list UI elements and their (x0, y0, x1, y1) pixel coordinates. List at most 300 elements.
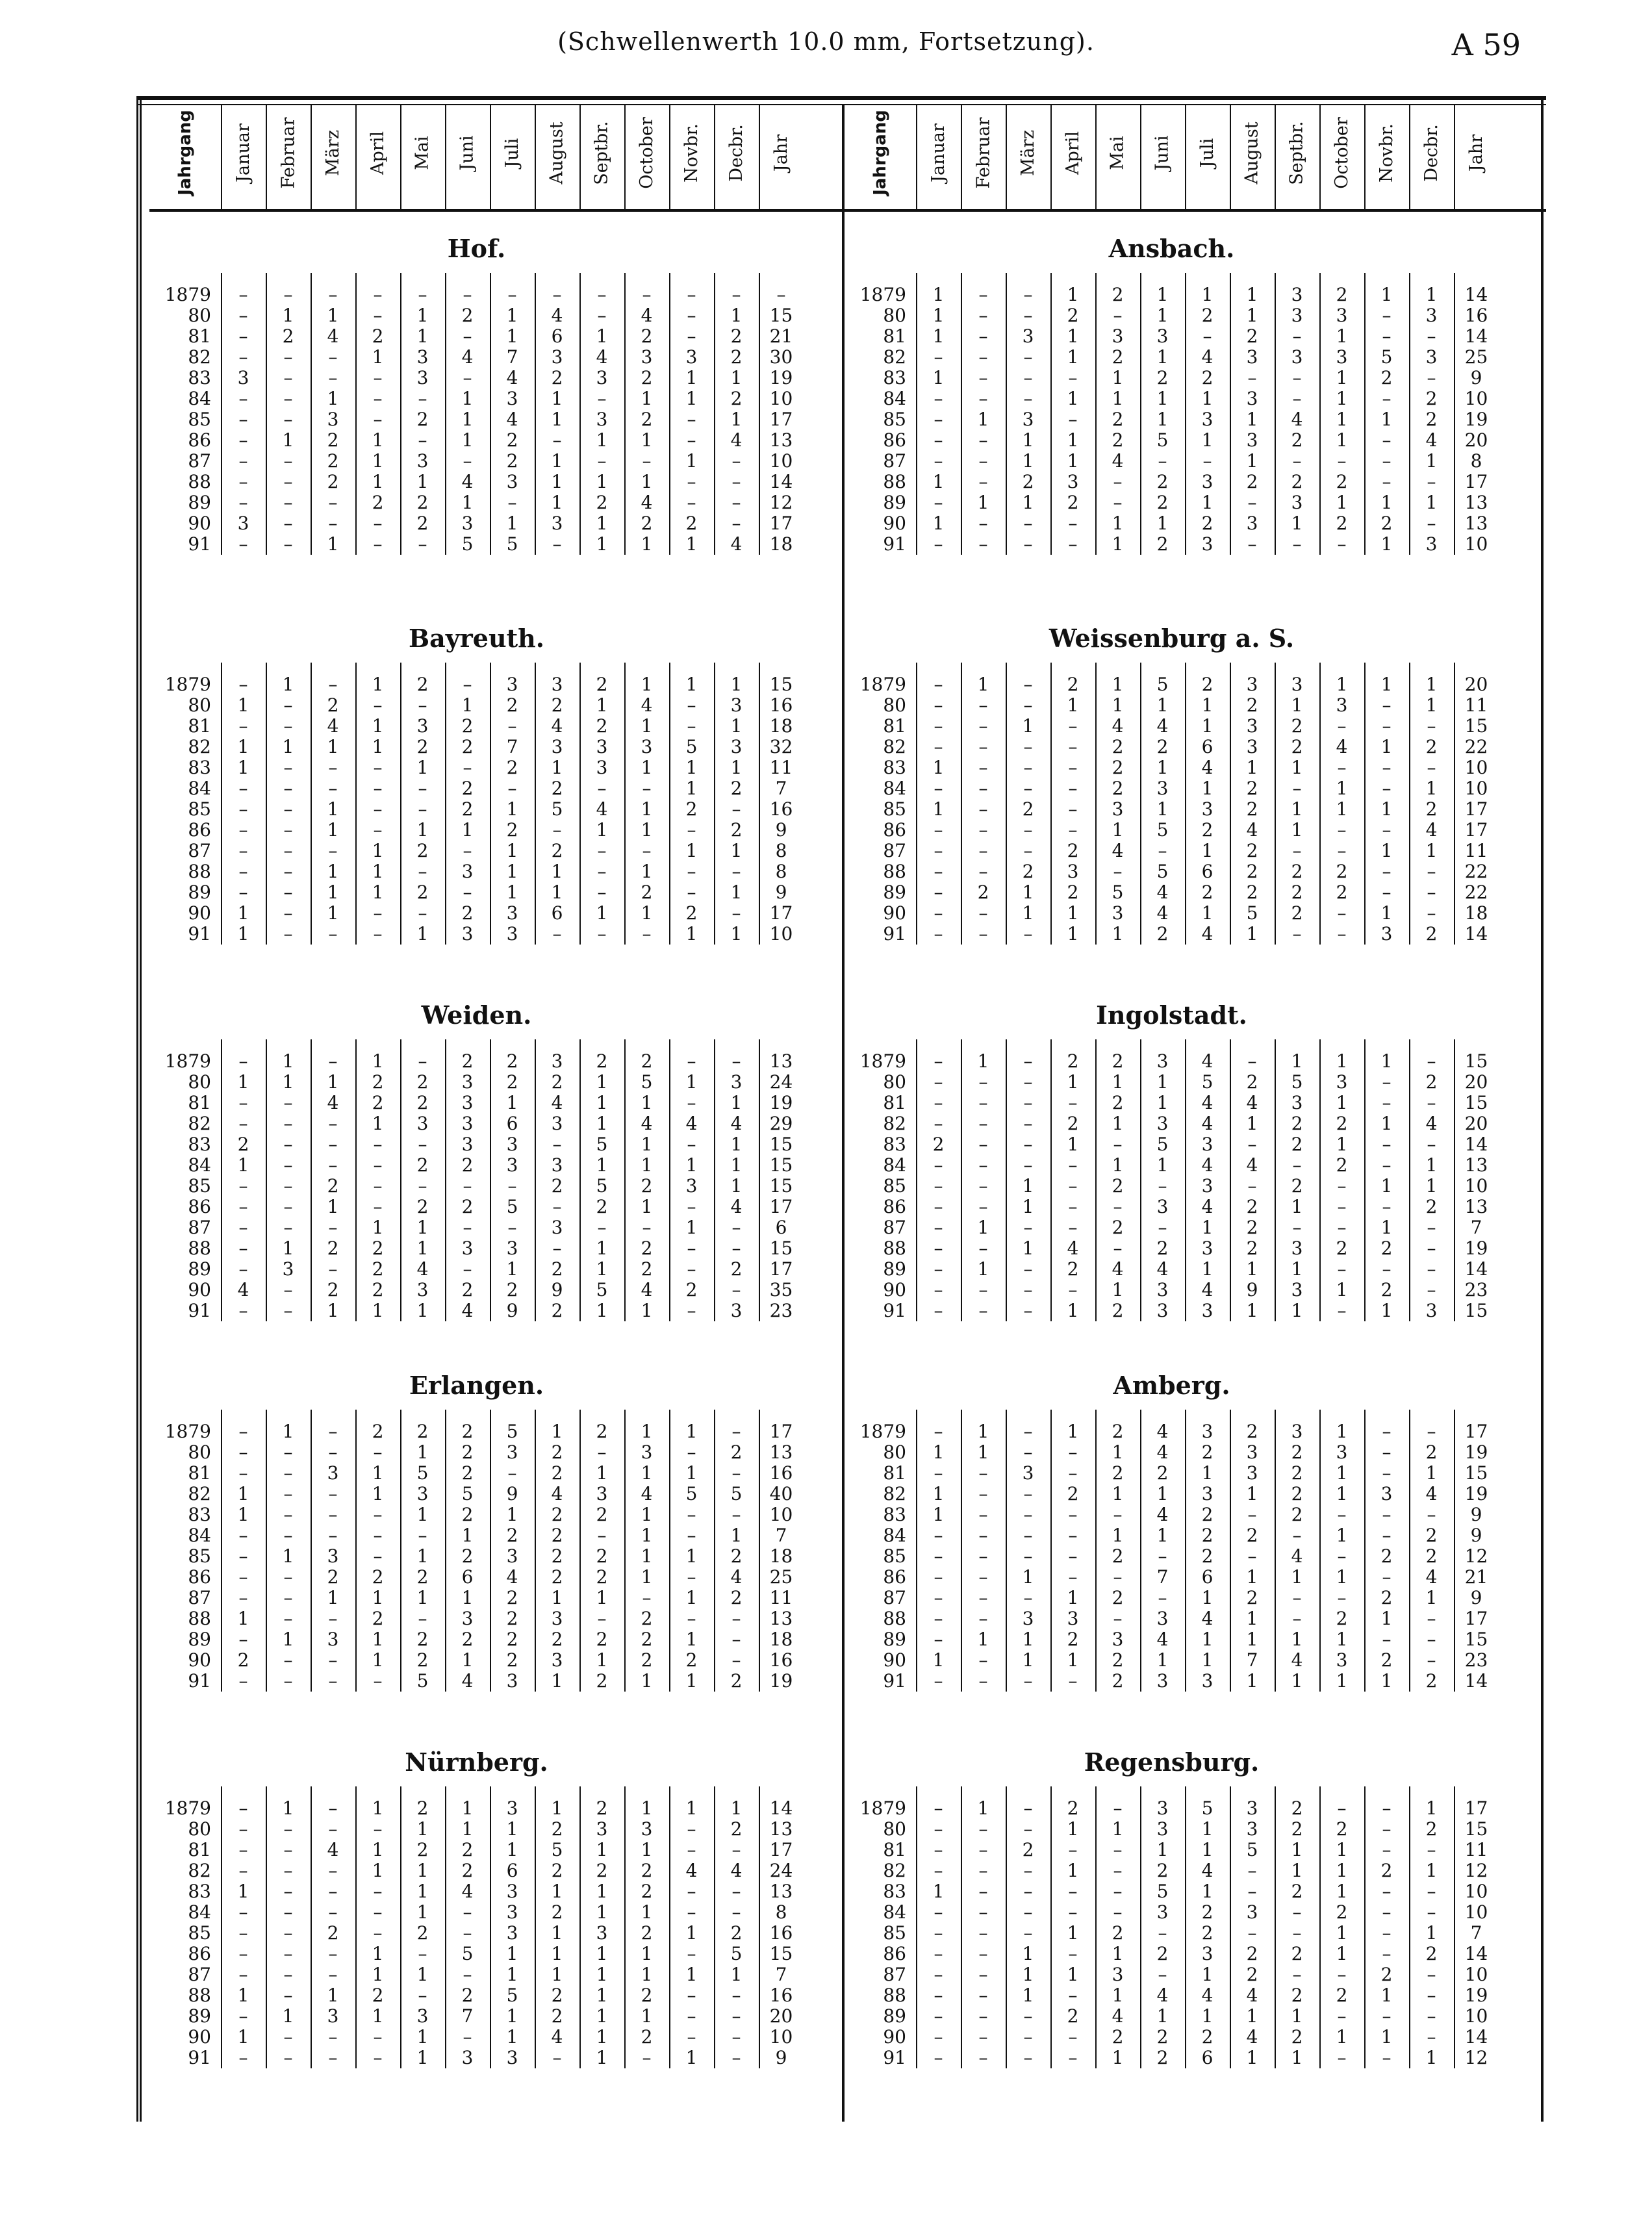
column-header (961, 104, 1006, 201)
year-label: 87 (188, 1217, 211, 1238)
table-cell: – (1427, 1839, 1436, 1860)
table-cell: 2 (596, 674, 608, 695)
year-label: 83 (188, 1134, 211, 1155)
column-rule (961, 104, 962, 209)
table-cell: 1 (237, 1504, 249, 1525)
table-cell: 3 (1022, 409, 1034, 430)
table-cell: 20 (769, 2005, 793, 2027)
year-label: 89 (188, 2005, 211, 2027)
table-cell: – (1068, 778, 1078, 799)
table-cell: 15 (1464, 1818, 1488, 1840)
year-label: 89 (188, 882, 211, 903)
table-cell: 19 (1464, 1237, 1488, 1259)
table-cell: 1 (551, 757, 563, 778)
table-cell: 2 (641, 2026, 653, 2048)
table-cell: 1 (596, 819, 608, 841)
table-cell: 1 (1291, 1860, 1303, 1881)
table-cell: – (238, 1092, 248, 1113)
table-cell: – (1068, 1217, 1078, 1238)
table-cell: – (934, 1092, 943, 1113)
table-cell: – (934, 1071, 943, 1093)
table-cell: 3 (551, 346, 563, 368)
table-cell: 1 (685, 1922, 698, 1944)
table-cell: 1 (1022, 1943, 1034, 1964)
table-cell: – (978, 1922, 988, 1944)
table-cell: 2 (551, 1300, 563, 1321)
table-cell: 5 (461, 1483, 474, 1504)
table-cell: 2 (372, 1071, 384, 1093)
table-cell: 1 (1022, 1196, 1034, 1217)
table-cell: – (283, 1860, 293, 1881)
table-cell: – (283, 1901, 293, 1923)
table-cell: 1 (596, 2005, 608, 2027)
table-cell: 1 (1425, 674, 1438, 695)
table-cell: 1 (372, 1217, 384, 1238)
table-cell: – (507, 284, 517, 305)
table-cell: 1 (641, 1964, 653, 1985)
table-cell: – (978, 1279, 988, 1301)
column-header (1006, 104, 1050, 201)
table-cell: 2 (1112, 757, 1124, 778)
table-cell: – (978, 325, 988, 347)
table-cell: – (283, 1943, 293, 1964)
table-cell: – (463, 840, 472, 861)
year-label: 89 (883, 1258, 906, 1280)
table-cell: 2 (416, 1196, 429, 1217)
table-cell: – (1068, 1154, 1078, 1176)
table-cell: 2 (596, 1050, 608, 1072)
table-cell: – (978, 2026, 988, 2048)
table-cell: 29 (769, 1113, 793, 1134)
table-cell: – (418, 284, 427, 305)
table-cell: 16 (769, 1649, 793, 1671)
table-cell: 15 (769, 305, 793, 326)
table-cell: 2 (1336, 1154, 1348, 1176)
table-cell: – (418, 694, 427, 716)
table-cell: 1 (551, 1797, 563, 1819)
table-cell: 3 (1156, 1196, 1169, 1217)
table-cell: 2 (685, 902, 698, 924)
table-cell: 1 (977, 409, 989, 430)
year-label: 1879 (164, 1050, 211, 1072)
column-rule (1140, 104, 1141, 209)
table-cell: – (1382, 1441, 1391, 1463)
table-cell: 1 (1336, 1092, 1348, 1113)
table-cell: – (934, 429, 943, 451)
table-cell: 2 (551, 1818, 563, 1840)
table-cell: 4 (1156, 715, 1169, 737)
table-cell: 1 (1425, 694, 1438, 716)
table-cell: 1 (1201, 2005, 1214, 2027)
table-cell: 2 (1425, 1441, 1438, 1463)
table-cell: 1 (1112, 2047, 1124, 2068)
table-cell: 2 (416, 513, 429, 534)
year-label: 87 (188, 450, 211, 472)
table-cell: – (731, 1462, 741, 1484)
table-cell: 2 (1380, 1860, 1393, 1881)
table-cell: 1 (1022, 450, 1034, 472)
table-cell: 1 (596, 1154, 608, 1176)
table-cell: 1 (506, 1504, 518, 1525)
table-cell: 1 (237, 902, 249, 924)
table-cell: 1 (1380, 1985, 1393, 2006)
table-cell: – (1113, 1504, 1123, 1525)
table-cell: 1 (730, 882, 743, 903)
table-cell: – (283, 2026, 293, 2048)
table-cell: 1 (932, 305, 945, 326)
table-cell: 1 (641, 1901, 653, 1923)
table-cell: – (642, 923, 652, 945)
year-label: 1879 (859, 284, 906, 305)
table-cell: – (238, 1901, 248, 1923)
table-cell: – (687, 1196, 696, 1217)
table-cell: 1 (237, 1483, 249, 1504)
table-cell: 2 (1291, 2026, 1303, 2048)
table-cell: – (978, 1587, 988, 1608)
table-cell: 1 (1336, 492, 1348, 513)
table-cell: – (597, 923, 607, 945)
table-cell: 2 (1112, 1922, 1124, 1944)
table-cell: 10 (1464, 757, 1488, 778)
year-label: 89 (883, 1629, 906, 1650)
table-cell: 3 (1291, 1237, 1303, 1259)
table-cell: 1 (1067, 1134, 1079, 1155)
table-cell: 1 (461, 1797, 474, 1819)
table-cell: 4 (1112, 840, 1124, 861)
table-cell: – (687, 492, 696, 513)
table-cell: 6 (506, 1860, 518, 1881)
table-cell: 2 (596, 492, 608, 513)
table-cell: – (1427, 1279, 1436, 1301)
table-cell: 1 (1201, 1818, 1214, 1840)
table-cell: – (552, 819, 562, 841)
table-cell: – (978, 1525, 988, 1546)
table-cell: – (1158, 1175, 1167, 1197)
table-cell: – (934, 1196, 943, 1217)
table-cell: – (328, 1483, 338, 1504)
table-cell: 1 (551, 1881, 563, 1902)
table-cell: – (1292, 1608, 1302, 1629)
table-cell: 3 (416, 346, 429, 368)
table-cell: 2 (372, 325, 384, 347)
table-cell: 4 (730, 1113, 743, 1134)
table-cell: – (687, 1901, 696, 1923)
table-cell: 1 (416, 819, 429, 841)
table-cell: – (328, 1050, 338, 1072)
table-cell: 2 (1156, 736, 1169, 757)
table-cell: 3 (1201, 1421, 1214, 1442)
table-cell: – (328, 1943, 338, 1964)
table-cell: – (1382, 1071, 1391, 1093)
table-cell: – (1382, 305, 1391, 326)
table-cell: 5 (551, 798, 563, 820)
table-cell: – (1113, 1839, 1123, 1860)
year-label: 89 (883, 882, 906, 903)
table-cell: 1 (1201, 1839, 1214, 1860)
table-cell: 1 (1336, 2026, 1348, 2048)
table-cell: 2 (730, 1441, 743, 1463)
table-cell: – (1427, 902, 1436, 924)
table-cell: 2 (1291, 736, 1303, 757)
table-cell: 1 (730, 1134, 743, 1155)
table-cell: – (731, 1237, 741, 1259)
year-label: 91 (188, 2047, 211, 2068)
table-cell: 1 (1201, 1964, 1214, 1985)
table-cell: – (1382, 1504, 1391, 1525)
table-cell: 1 (551, 471, 563, 492)
table-cell: – (283, 1483, 293, 1504)
table-cell: 1 (1201, 694, 1214, 716)
table-cell: – (731, 1881, 741, 1902)
table-cell: – (1292, 388, 1302, 409)
table-cell: – (328, 674, 338, 695)
table-cell: – (463, 1217, 472, 1238)
table-cell: – (463, 367, 472, 388)
table-cell: 3 (461, 923, 474, 945)
table-cell: – (1427, 882, 1436, 903)
table-cell: 2 (1156, 533, 1169, 555)
column-header-label: April (368, 131, 388, 175)
table-cell: – (283, 284, 293, 305)
table-cell: 1 (1156, 284, 1169, 305)
year-label: 86 (188, 819, 211, 841)
table-cell: 2 (372, 492, 384, 513)
table-cell: 14 (1464, 284, 1488, 305)
table-cell: – (418, 1175, 427, 1197)
table-cell: – (1427, 757, 1436, 778)
table-cell: – (1427, 1421, 1436, 1442)
table-cell: – (418, 533, 427, 555)
table-cell: 10 (769, 388, 793, 409)
table-cell: 2 (416, 1839, 429, 1860)
table-cell: – (687, 861, 696, 882)
table-cell: – (934, 1818, 943, 1840)
table-cell: – (934, 1525, 943, 1546)
table-cell: – (731, 450, 741, 472)
table-cell: – (283, 1504, 293, 1525)
table-cell: 1 (1112, 1441, 1124, 1463)
table-cell: 1 (596, 1881, 608, 1902)
header-bottom-rule (149, 209, 1546, 212)
table-cell: 17 (769, 902, 793, 924)
table-cell: – (731, 1985, 741, 2006)
table-cell: 2 (1336, 471, 1348, 492)
table-cell: 1 (685, 2047, 698, 2068)
table-cell: 1 (1156, 513, 1169, 534)
table-cell: – (1427, 1901, 1436, 1923)
table-cell: 2 (641, 1175, 653, 1197)
table-cell: 1 (327, 1587, 339, 1608)
table-cell: – (283, 346, 293, 368)
table-cell: 3 (1201, 1175, 1214, 1197)
table-cell: 1 (551, 409, 563, 430)
table-cell: 1 (1022, 715, 1034, 737)
table-cell: – (1023, 513, 1033, 534)
table-cell: 5 (416, 1670, 429, 1692)
table-cell: – (1337, 1587, 1347, 1608)
table-cell: – (978, 1154, 988, 1176)
table-cell: – (1427, 1964, 1436, 1985)
table-cell: 5 (551, 1839, 563, 1860)
table-cell: – (731, 1421, 741, 1442)
table-cell: 5 (596, 1175, 608, 1197)
column-header (311, 104, 355, 201)
table-cell: 7 (506, 346, 518, 368)
table-cell: 2 (1291, 1441, 1303, 1463)
table-cell: 1 (641, 1504, 653, 1525)
table-cell: – (1023, 1504, 1033, 1525)
table-cell: 2 (1380, 1587, 1393, 1608)
table-cell: 1 (551, 388, 563, 409)
table-cell: – (731, 471, 741, 492)
column-header-label: Februar (278, 117, 299, 188)
table-cell: 1 (327, 1196, 339, 1217)
table-cell: 3 (1246, 1797, 1258, 1819)
column-rule (669, 104, 670, 209)
table-cell: 1 (506, 1964, 518, 1985)
table-cell: – (1382, 388, 1391, 409)
table-cell: – (1023, 1300, 1033, 1321)
table-cell: 5 (730, 1943, 743, 1964)
table-cell: – (328, 367, 338, 388)
table-cell: – (1337, 1797, 1347, 1819)
table-cell: – (373, 757, 383, 778)
table-cell: – (238, 715, 248, 737)
table-cell: 2 (1246, 798, 1258, 820)
table-cell: 5 (506, 1421, 518, 1442)
table-cell: 1 (932, 1504, 945, 1525)
table-cell: – (934, 450, 943, 472)
table-cell: – (978, 450, 988, 472)
table-cell: 1 (641, 1154, 653, 1176)
table-cell: 5 (1380, 346, 1393, 368)
table-cell: 2 (1156, 923, 1169, 945)
station-name: Ingolstadt. (1096, 1000, 1247, 1030)
table-cell: 1 (1067, 1421, 1079, 1442)
table-cell: 1 (551, 492, 563, 513)
table-cell: 13 (769, 429, 793, 451)
table-cell: – (238, 346, 248, 368)
table-cell: 5 (1156, 1134, 1169, 1155)
column-header-label: April (1063, 131, 1083, 175)
table-cell: 1 (1380, 1608, 1393, 1629)
table-cell: 2 (506, 1649, 518, 1671)
table-cell: – (238, 1922, 248, 1944)
table-cell: 3 (1425, 533, 1438, 555)
table-cell: – (1202, 450, 1212, 472)
table-cell: – (687, 2026, 696, 2048)
table-cell: – (1382, 861, 1391, 882)
table-cell: – (978, 1649, 988, 1671)
table-cell: 1 (1156, 798, 1169, 820)
table-cell: 17 (769, 1258, 793, 1280)
table-cell: 2 (685, 798, 698, 820)
table-cell: – (1023, 2026, 1033, 2048)
table-cell: – (1427, 1237, 1436, 1259)
table-cell: 2 (506, 1587, 518, 1608)
year-label: 88 (883, 1985, 906, 2006)
table-cell: 3 (506, 1441, 518, 1463)
table-cell: 2 (461, 1839, 474, 1860)
year-label: 91 (188, 923, 211, 945)
table-cell: 2 (1291, 1483, 1303, 1504)
table-cell: – (238, 1670, 248, 1692)
table-cell: 1 (372, 2005, 384, 2027)
table-cell: – (978, 1134, 988, 1155)
table-cell: 3 (506, 1922, 518, 1944)
table-cell: 2 (641, 1629, 653, 1650)
table-cell: 1 (596, 1901, 608, 1923)
table-cell: 4 (1156, 882, 1169, 903)
year-label: 86 (188, 1943, 211, 1964)
table-cell: – (238, 1860, 248, 1881)
table-cell: 25 (769, 1566, 793, 1588)
table-cell: – (238, 778, 248, 799)
table-cell: 1 (641, 757, 653, 778)
table-cell: – (418, 798, 427, 820)
table-cell: 3 (1156, 1279, 1169, 1301)
table-cell: 4 (1156, 1985, 1169, 2006)
table-cell: – (238, 1943, 248, 1964)
table-cell: – (1292, 1154, 1302, 1176)
table-cell: 1 (932, 284, 945, 305)
table-cell: 1 (1291, 1566, 1303, 1588)
table-cell: – (934, 923, 943, 945)
table-cell: – (731, 1901, 741, 1923)
table-cell: – (934, 2005, 943, 2027)
year-label: 85 (883, 1175, 906, 1197)
table-cell: 4 (461, 1300, 474, 1321)
table-cell: – (978, 1237, 988, 1259)
column-header-label: Mai (412, 135, 433, 170)
table-cell: – (1068, 513, 1078, 534)
table-cell: – (1427, 1258, 1436, 1280)
column-rule (1050, 104, 1052, 209)
year-label: 88 (188, 1608, 211, 1629)
table-cell: 1 (1380, 1670, 1393, 1692)
table-cell: – (283, 1441, 293, 1463)
table-cell: 1 (1112, 533, 1124, 555)
table-cell: 16 (769, 798, 793, 820)
table-cell: – (328, 1797, 338, 1819)
table-cell: 2 (551, 1462, 563, 1484)
table-cell: 2 (1291, 1462, 1303, 1484)
column-header (714, 104, 759, 201)
table-cell: 1 (596, 1964, 608, 1985)
table-cell: 3 (327, 1629, 339, 1650)
year-label: 90 (188, 513, 211, 534)
table-cell: 2 (1067, 2005, 1079, 2027)
table-cell: 1 (596, 2026, 608, 2048)
column-header (624, 104, 669, 201)
table-cell: 2 (461, 1441, 474, 1463)
column-header (1364, 104, 1409, 201)
table-cell: – (597, 450, 607, 472)
table-cell: 1 (1201, 840, 1214, 861)
table-cell: 1 (641, 471, 653, 492)
year-label: 81 (188, 1462, 211, 1484)
table-cell: 2 (1201, 513, 1214, 534)
table-cell: – (1427, 715, 1436, 737)
table-cell: 1 (1156, 388, 1169, 409)
table-cell: 3 (1022, 1608, 1034, 1629)
table-cell: 1 (372, 471, 384, 492)
table-cell: – (328, 1134, 338, 1155)
table-cell: 10 (1464, 533, 1488, 555)
table-cell: – (1023, 1818, 1033, 1840)
column-header (669, 104, 714, 201)
table-cell: 2 (327, 1237, 339, 1259)
